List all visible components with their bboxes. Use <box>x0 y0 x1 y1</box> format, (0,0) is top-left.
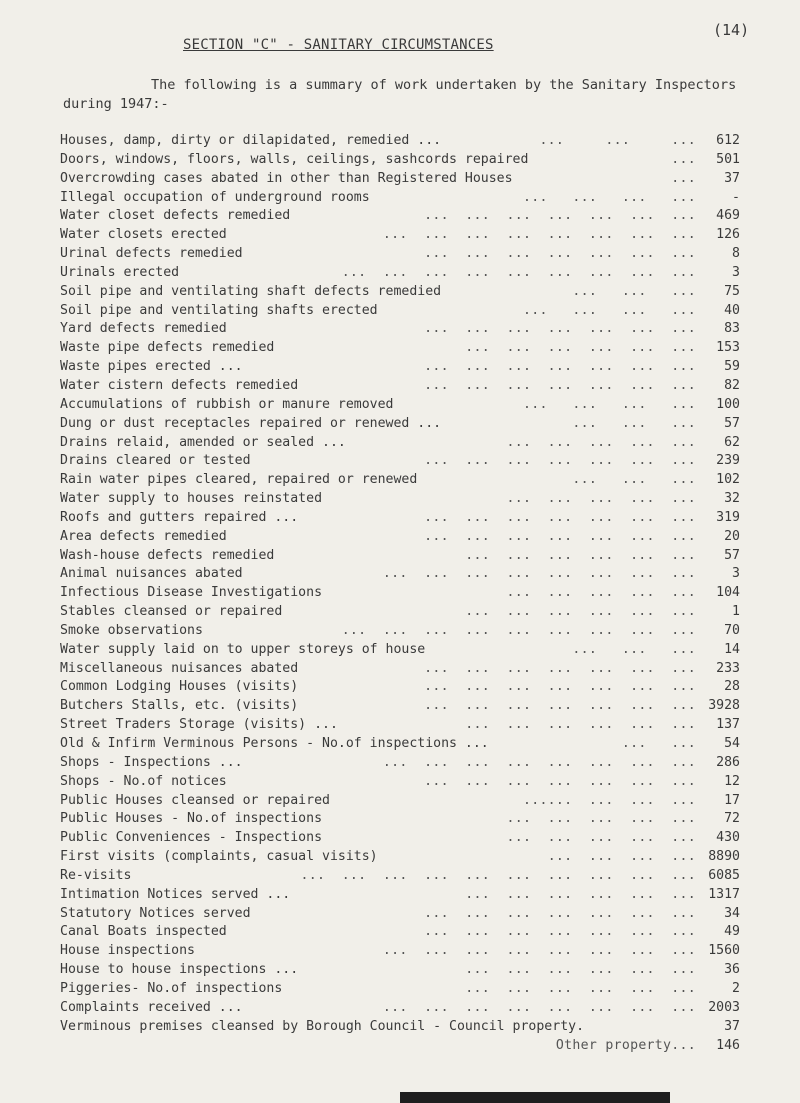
item-leaders: ... ... ... ... ... ... ... ... ... <box>341 264 696 280</box>
list-item <box>60 207 742 226</box>
item-leaders: ... ... ... ... ... ... ... <box>424 377 696 393</box>
list-item <box>60 980 742 999</box>
list-item <box>60 942 742 961</box>
list-item <box>60 358 742 377</box>
list-item <box>60 678 742 697</box>
item-value: 1317 <box>708 886 740 902</box>
item-value: 153 <box>716 340 740 356</box>
item-leaders: ... ... ... ... ... ... <box>465 962 696 978</box>
item-leaders: ... ... ... ... ... ... <box>465 340 696 356</box>
item-value: 233 <box>716 660 740 676</box>
item-leaders: ... ... ... ... ... ... ... <box>424 246 696 262</box>
item-label: Urinal defects remedied <box>60 246 243 262</box>
item-value: 12 <box>724 773 740 789</box>
list-item <box>60 396 742 415</box>
item-value: 14 <box>724 641 740 657</box>
item-leaders: ... ... ... ... ... ... ... <box>424 208 696 224</box>
item-label: Common Lodging Houses (visits) <box>60 679 299 695</box>
list-item <box>60 923 742 942</box>
item-label: Water supply to houses reinstated <box>60 491 323 507</box>
item-value: 70 <box>724 622 740 638</box>
item-label: Water closet defects remedied <box>60 208 291 224</box>
item-label: Illegal occupation of underground rooms <box>60 189 370 205</box>
item-label: Urinals erected <box>60 264 180 280</box>
list-item <box>60 415 742 434</box>
item-value: 75 <box>724 283 740 299</box>
item-leaders: ... ... ... <box>572 283 696 299</box>
item-leaders: ... ... <box>621 736 696 751</box>
summary-list <box>60 132 742 1055</box>
item-value: 57 <box>724 415 740 431</box>
item-label: Butchers Stalls, etc. (visits) <box>60 698 299 714</box>
item-value: 17 <box>724 792 740 808</box>
item-label: Soil pipe and ventilating shaft defects remedied <box>60 283 442 299</box>
list-item <box>60 509 742 528</box>
item-value: 104 <box>716 585 740 601</box>
item-label: Smoke observations <box>60 622 203 638</box>
item-value: 37 <box>724 170 740 186</box>
list-item <box>60 283 742 302</box>
item-label: Rain water pipes cleared, repaired or renewed <box>60 472 418 488</box>
item-value: 40 <box>724 302 740 318</box>
item-leaders: ... ... ... <box>572 472 696 488</box>
item-label: Roofs and gutters repaired ... <box>60 509 299 525</box>
item-label: Animal nuisances abated <box>60 566 243 582</box>
item-value: 8 <box>732 246 740 262</box>
item-label: Old & Infirm Verminous Persons - No.of inspections ... <box>60 736 489 751</box>
list-item <box>60 905 742 924</box>
item-value: 1560 <box>708 943 740 959</box>
list-item <box>60 848 742 867</box>
item-label: Overcrowding cases abated in other than Registered Houses <box>60 170 513 186</box>
item-value: 72 <box>724 811 740 827</box>
section-title: SECTION "C" - SANITARY CIRCUMSTANCES <box>183 37 494 53</box>
item-value: 319 <box>716 509 740 525</box>
list-item <box>60 1018 742 1037</box>
item-leaders: ... ... ... ... ... ... ... ... <box>382 999 696 1015</box>
list-item <box>60 132 742 151</box>
item-leaders: ... ... ... ... ... ... ... <box>424 453 696 469</box>
list-item <box>60 641 742 660</box>
list-item <box>60 1037 742 1056</box>
list-item <box>60 697 742 716</box>
item-label: Water supply laid on to upper storeys of house <box>60 641 426 657</box>
item-value: 2003 <box>708 999 740 1015</box>
item-label: House inspections <box>60 943 195 959</box>
item-leaders: ... ... ... ... ... ... <box>465 717 696 733</box>
item-label: Shops - Inspections ... <box>60 754 243 770</box>
list-item <box>60 245 742 264</box>
item-leaders: ... ... ... ... ... ... ... <box>424 773 696 789</box>
item-leaders: ... ... ... ... ... ... ... <box>424 528 696 544</box>
page-number: (14) <box>713 21 750 39</box>
list-item <box>60 528 742 547</box>
item-value: 62 <box>724 434 740 450</box>
item-value: 59 <box>724 359 740 375</box>
list-item <box>60 773 742 792</box>
list-item <box>60 886 742 905</box>
item-label: Waste pipes erected ... <box>60 359 243 375</box>
list-item <box>60 189 742 208</box>
item-value: 54 <box>724 736 740 751</box>
item-leaders: ... ... ... ... <box>547 849 696 865</box>
list-item <box>60 735 742 754</box>
item-label: Public Houses cleansed or repaired <box>60 792 330 808</box>
item-leaders: ... ... ... ... ... ... ... <box>424 924 696 940</box>
item-label: Public Conveniences - Inspections <box>60 830 323 846</box>
list-item <box>60 792 742 811</box>
item-leaders: ... ... ... ... ... ... ... <box>424 905 696 921</box>
item-leaders: ... ... ... <box>572 641 696 657</box>
item-label: Public Houses - No.of inspections <box>60 811 323 827</box>
item-value: 469 <box>716 208 740 224</box>
item-leaders: ... ... ... ... ... ... ... ... <box>382 566 696 582</box>
intro-paragraph: The following is a summary of work undertaken by the Sanitary Inspectors during 1947:- <box>63 77 737 112</box>
list-item <box>60 754 742 773</box>
item-leaders: ... ... ... ... ... <box>506 585 696 601</box>
item-value: 1 <box>732 604 740 620</box>
item-value: 83 <box>724 321 740 337</box>
item-label: Area defects remedied <box>60 528 227 544</box>
list-item <box>60 716 742 735</box>
list-item <box>60 622 742 641</box>
list-item <box>60 452 742 471</box>
item-leaders: ... ... ... ... ... ... <box>465 886 696 902</box>
item-label: Soil pipe and ventilating shafts erected <box>60 302 378 318</box>
item-label: First visits (complaints, casual visits) <box>60 849 378 865</box>
item-leaders: ... ... ... ... ... <box>506 491 696 507</box>
item-label: Wash-house defects remedied <box>60 547 275 563</box>
item-value: 430 <box>716 830 740 846</box>
item-leaders: ... ... ... ... <box>522 302 696 318</box>
item-label: Accumulations of rubbish or manure removed <box>60 396 394 412</box>
item-leaders: ... ... ... ... ... ... <box>465 547 696 563</box>
item-leaders: ... ... ... ... ... ... ... <box>424 359 696 375</box>
item-value: - <box>732 189 740 205</box>
list-item <box>60 377 742 396</box>
item-leaders: ... ... ... ... ... ... ... ... ... <box>341 622 696 638</box>
list-item <box>60 810 742 829</box>
item-value: 8890 <box>708 849 740 865</box>
bottom-edge-bar <box>400 1092 670 1103</box>
item-leaders: ... ... ... ... ... ... ... <box>424 660 696 676</box>
item-label: Dung or dust receptacles repaired or renewed ... <box>60 415 442 431</box>
list-item <box>60 151 742 170</box>
item-value: 36 <box>724 962 740 978</box>
item-value: 3 <box>732 264 740 280</box>
item-leaders: ... ... ... ... ... ... ... <box>424 509 696 525</box>
list-item <box>60 961 742 980</box>
item-leaders: ... ... ... ... ... ... ... <box>424 698 696 714</box>
item-leaders: ... ... ... ... ... ... ... ... <box>382 754 696 770</box>
list-item <box>60 660 742 679</box>
item-label: Infectious Disease Investigations <box>60 585 323 601</box>
item-label: Piggeries- No.of inspections <box>60 980 283 996</box>
item-label: Verminous premises cleansed by Borough Council - Council property. <box>60 1018 585 1034</box>
list-item <box>60 584 742 603</box>
item-value: 286 <box>716 754 740 770</box>
item-label: Yard defects remedied <box>60 321 227 337</box>
list-item <box>60 471 742 490</box>
item-label: Water cistern defects remedied <box>60 377 299 393</box>
item-leaders: ... ... ... ... ... ... <box>465 980 696 996</box>
list-item <box>60 302 742 321</box>
item-value: 146 <box>716 1037 740 1053</box>
item-value: 100 <box>716 396 740 412</box>
item-value: 612 <box>716 133 740 148</box>
list-item <box>60 547 742 566</box>
item-value: 126 <box>716 227 740 243</box>
item-leaders: ... ... ... ... ... <box>506 811 696 827</box>
item-leaders: ... ... ... ... ... <box>506 830 696 846</box>
item-label: Doors, windows, floors, walls, ceilings, sashcords repaired <box>60 151 529 167</box>
item-value: 6085 <box>708 867 740 883</box>
item-value: 137 <box>716 717 740 733</box>
item-leaders: ... ... ... ... <box>522 396 696 412</box>
list-item <box>60 829 742 848</box>
item-leaders: ... ... ... ... ... ... <box>465 604 696 620</box>
item-label: Stables cleansed or repaired <box>60 604 283 620</box>
list-item <box>60 603 742 622</box>
list-item <box>60 490 742 509</box>
list-item <box>60 999 742 1018</box>
item-leaders: ... ... ... <box>539 133 696 148</box>
item-label: Houses, damp, dirty or dilapidated, remedied ... <box>60 133 442 148</box>
item-label: Statutory Notices served <box>60 905 251 921</box>
item-value: 57 <box>724 547 740 563</box>
item-leaders: Other property... <box>555 1037 696 1053</box>
item-value: 3 <box>732 566 740 582</box>
item-value: 501 <box>716 151 740 167</box>
list-item <box>60 226 742 245</box>
item-value: 37 <box>724 1018 740 1034</box>
item-value: 32 <box>724 491 740 507</box>
item-value: 28 <box>724 679 740 695</box>
item-label: Canal Boats inspected <box>60 924 227 940</box>
item-label: Drains relaid, amended or sealed ... <box>60 434 346 450</box>
item-leaders: ... ... ... ... ... ... ... ... ... ... <box>300 867 696 883</box>
item-label: Re-visits <box>60 867 132 883</box>
item-value: 34 <box>724 905 740 921</box>
item-label: Waste pipe defects remedied <box>60 340 275 356</box>
list-item <box>60 339 742 358</box>
list-item <box>60 170 742 189</box>
item-label: Street Traders Storage (visits) ... <box>60 717 338 733</box>
list-item <box>60 320 742 339</box>
list-item <box>60 565 742 584</box>
item-value: 49 <box>724 924 740 940</box>
item-leaders: ... ... ... <box>572 415 696 431</box>
item-label: Water closets erected <box>60 227 227 243</box>
list-item <box>60 434 742 453</box>
item-value: 102 <box>716 472 740 488</box>
item-leaders: ...... ... ... ... <box>522 792 696 808</box>
item-label: Shops - No.of notices <box>60 773 227 789</box>
item-leaders: ... ... ... ... ... ... ... ... <box>382 943 696 959</box>
item-leaders: ... ... ... ... ... ... ... ... <box>382 227 696 243</box>
list-item <box>60 867 742 886</box>
item-label: Intimation Notices served ... <box>60 886 291 902</box>
item-label: House to house inspections ... <box>60 962 299 978</box>
item-label: Complaints received ... <box>60 999 243 1015</box>
item-value: 2 <box>732 980 740 996</box>
item-leaders: ... ... ... ... ... <box>506 434 696 450</box>
item-value: 239 <box>716 453 740 469</box>
item-leaders: ... ... ... ... <box>522 189 696 205</box>
item-label: Drains cleared or tested <box>60 453 251 469</box>
item-value: 20 <box>724 528 740 544</box>
item-leaders: ... ... ... ... ... ... ... <box>424 679 696 695</box>
item-label: Miscellaneous nuisances abated <box>60 660 299 676</box>
item-leaders: ... <box>671 170 696 186</box>
item-leaders: ... <box>671 151 696 167</box>
list-item <box>60 264 742 283</box>
item-value: 82 <box>724 377 740 393</box>
item-value: 3928 <box>708 698 740 714</box>
item-leaders: ... ... ... ... ... ... ... <box>424 321 696 337</box>
